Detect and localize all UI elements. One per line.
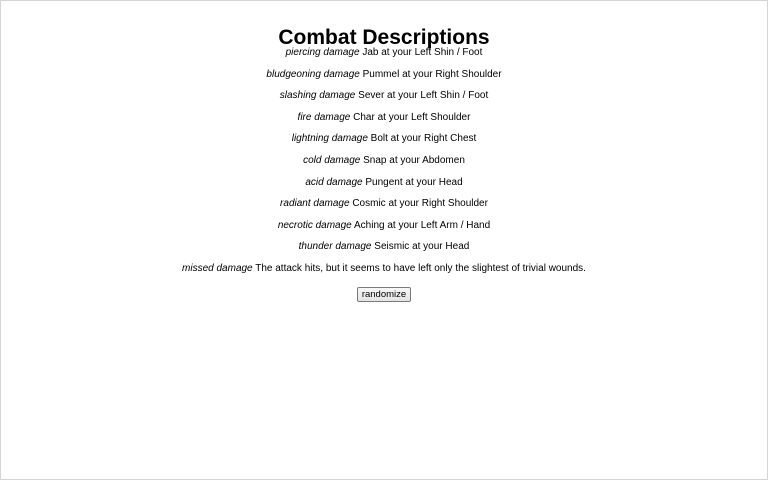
damage-description-text: Bolt at your Right Chest — [370, 133, 477, 145]
damage-row-cold — [0, 153, 768, 175]
damage-type-label: fire damage — [297, 111, 351, 123]
damage-row-bludgeoning — [0, 67, 768, 89]
damage-row-acid — [0, 175, 768, 197]
damage-row-thunder — [0, 239, 768, 261]
damage-type-label: piercing damage — [285, 47, 360, 58]
damage-row-piercing — [0, 45, 768, 67]
damage-row-slashing — [0, 88, 768, 110]
damage-description-text: Pummel at your Right Shoulder — [362, 68, 502, 80]
damage-type-label: necrotic damage — [277, 219, 352, 231]
damage-type-label: acid damage — [305, 176, 363, 188]
damage-description-text: Aching at your Left Arm / Hand — [353, 219, 491, 231]
controls-bar — [0, 284, 768, 302]
damage-type-label: radiant damage — [280, 198, 350, 210]
damage-description-text: Char at your Left Shoulder — [353, 111, 471, 123]
damage-type-label: bludgeoning damage — [266, 68, 360, 80]
damage-row-fire — [0, 110, 768, 132]
damage-description-text: Jab at your Left Shin / Foot — [362, 47, 483, 58]
damage-type-label: lightning damage — [291, 133, 368, 145]
damage-description-text: Sever at your Left Shin / Foot — [358, 90, 489, 102]
damage-row-missed — [0, 261, 768, 283]
damage-description-text: Snap at your Abdomen — [363, 154, 465, 166]
damage-type-label: slashing damage — [279, 90, 356, 102]
damage-type-label: cold damage — [303, 154, 361, 166]
damage-row-necrotic — [0, 218, 768, 240]
damage-type-label: missed damage — [182, 262, 253, 274]
randomize-button[interactable]: randomize — [357, 287, 411, 302]
damage-description-text: Pungent at your Head — [365, 176, 463, 188]
damage-row-radiant — [0, 196, 768, 218]
damage-row-lightning — [0, 131, 768, 153]
damage-type-label: thunder damage — [298, 241, 372, 253]
damage-description-text: The attack hits, but it seems to have left only the slightest of trivial wounds. — [255, 262, 586, 274]
damage-description-text: Cosmic at your Right Shoulder — [352, 198, 488, 210]
page-title: Combat Descriptions — [278, 26, 490, 50]
damage-description-list — [0, 45, 768, 283]
damage-description-text: Seismic at your Head — [374, 241, 470, 253]
